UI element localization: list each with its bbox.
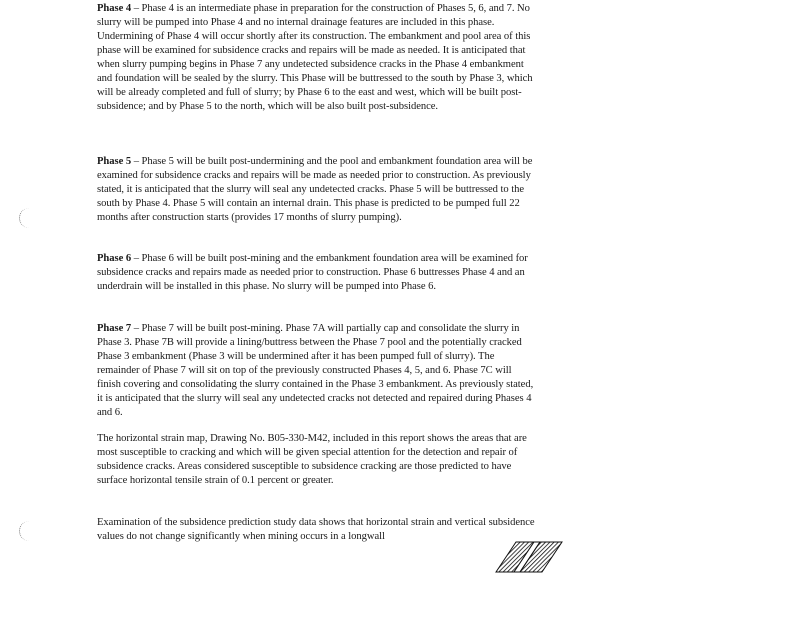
paragraph-phase-5 [97,155,537,225]
phase-4-heading: Phase 4 [97,3,132,14]
phase-4-body: – Phase 4 is an intermediate phase in preparation for the construction of Phases 5, 6, and 7. No slurry will be pumped into Phase 4 and no internal drainage features are included in this phase. Undermining of Phase 4 will occur shortly after its construction. The embankment and pool area of this phase will be examined for subsidence cracks and repairs will be made as needed. It is anticipated that when slurry pumping begins in Phase 7 any undetected subsidence cracks in the Phase 4 embankment and foundation will be sealed by the slurry. This Phase will be buttressed to the south by Phase 3, which will be already completed and full of slurry; by Phase 6 to the east and west, which will be built post-subsidence; and by Phase 5 to the north, which will be also built post-subsidence. [97,3,533,112]
punch-hole-icon [19,208,32,228]
phase-6-body: – Phase 6 will be built post-mining and the embankment foundation area will be examined for subsidence cracks and repairs made as needed prior to construction. Phase 6 buttresses Phase 4 and an underdrain will be installed in this phase. No slurry will be pumped into Phase 6. [97,253,528,292]
paragraph-strain-map [97,432,537,488]
punch-hole-icon [19,521,32,541]
paragraph-phase-4 [97,2,537,114]
examination-body: Examination of the subsidence prediction study data shows that horizontal strain and vertical subsidence values do not change significantly when mining occurs in a longwall [97,517,535,542]
paragraph-examination [97,516,537,544]
phase-7-body: – Phase 7 will be built post-mining. Phase 7A will partially cap and consolidate the slurry in Phase 3. Phase 7B will provide a lining/buttress between the Phase 7 pool and the potentially cracked Phase 3 embankment (Phase 3 will be undermined after it has been pumped full of slurry). The remainder of Phase 7 will sit on top of the previously constructed Phases 4, 5, and 6. Phase 7C will finish covering and consolidating the slurry contained in the Phase 3 embankment. As previously stated, it is anticipated that the slurry will seal any undetected cracks not detected and repaired during Phases 4 and 6. [97,323,534,418]
phase-5-heading: Phase 5 [97,156,132,167]
phase-6-heading: Phase 6 [97,253,132,264]
phase-5-body: – Phase 5 will be built post-undermining and the pool and embankment foundation area will be examined for subsidence cracks and repairs will be made as needed prior to construction. As previously stated, it is anticipated that the slurry will seal any undetected cracks. Phase 5 will be buttressed to the south by Phase 4. Phase 5 will contain an internal drain. This phase is predicted to be pumped full 22 months after construction starts (provides 17 months of slurry pumping). [97,156,533,223]
diamond-logo-icon [494,538,564,574]
strain-map-body: The horizontal strain map, Drawing No. B05-330-M42, included in this report shows the areas that are most susceptible to cracking and which will be given special attention for the detection and repair of subsidence cracks. Areas considered susceptible to subsidence cracking are those predicted to have surface horizontal tensile strain of 0.1 percent or greater. [97,433,527,486]
paragraph-phase-6 [97,252,537,294]
phase-7-heading: Phase 7 [97,323,132,334]
paragraph-phase-7 [97,322,537,420]
